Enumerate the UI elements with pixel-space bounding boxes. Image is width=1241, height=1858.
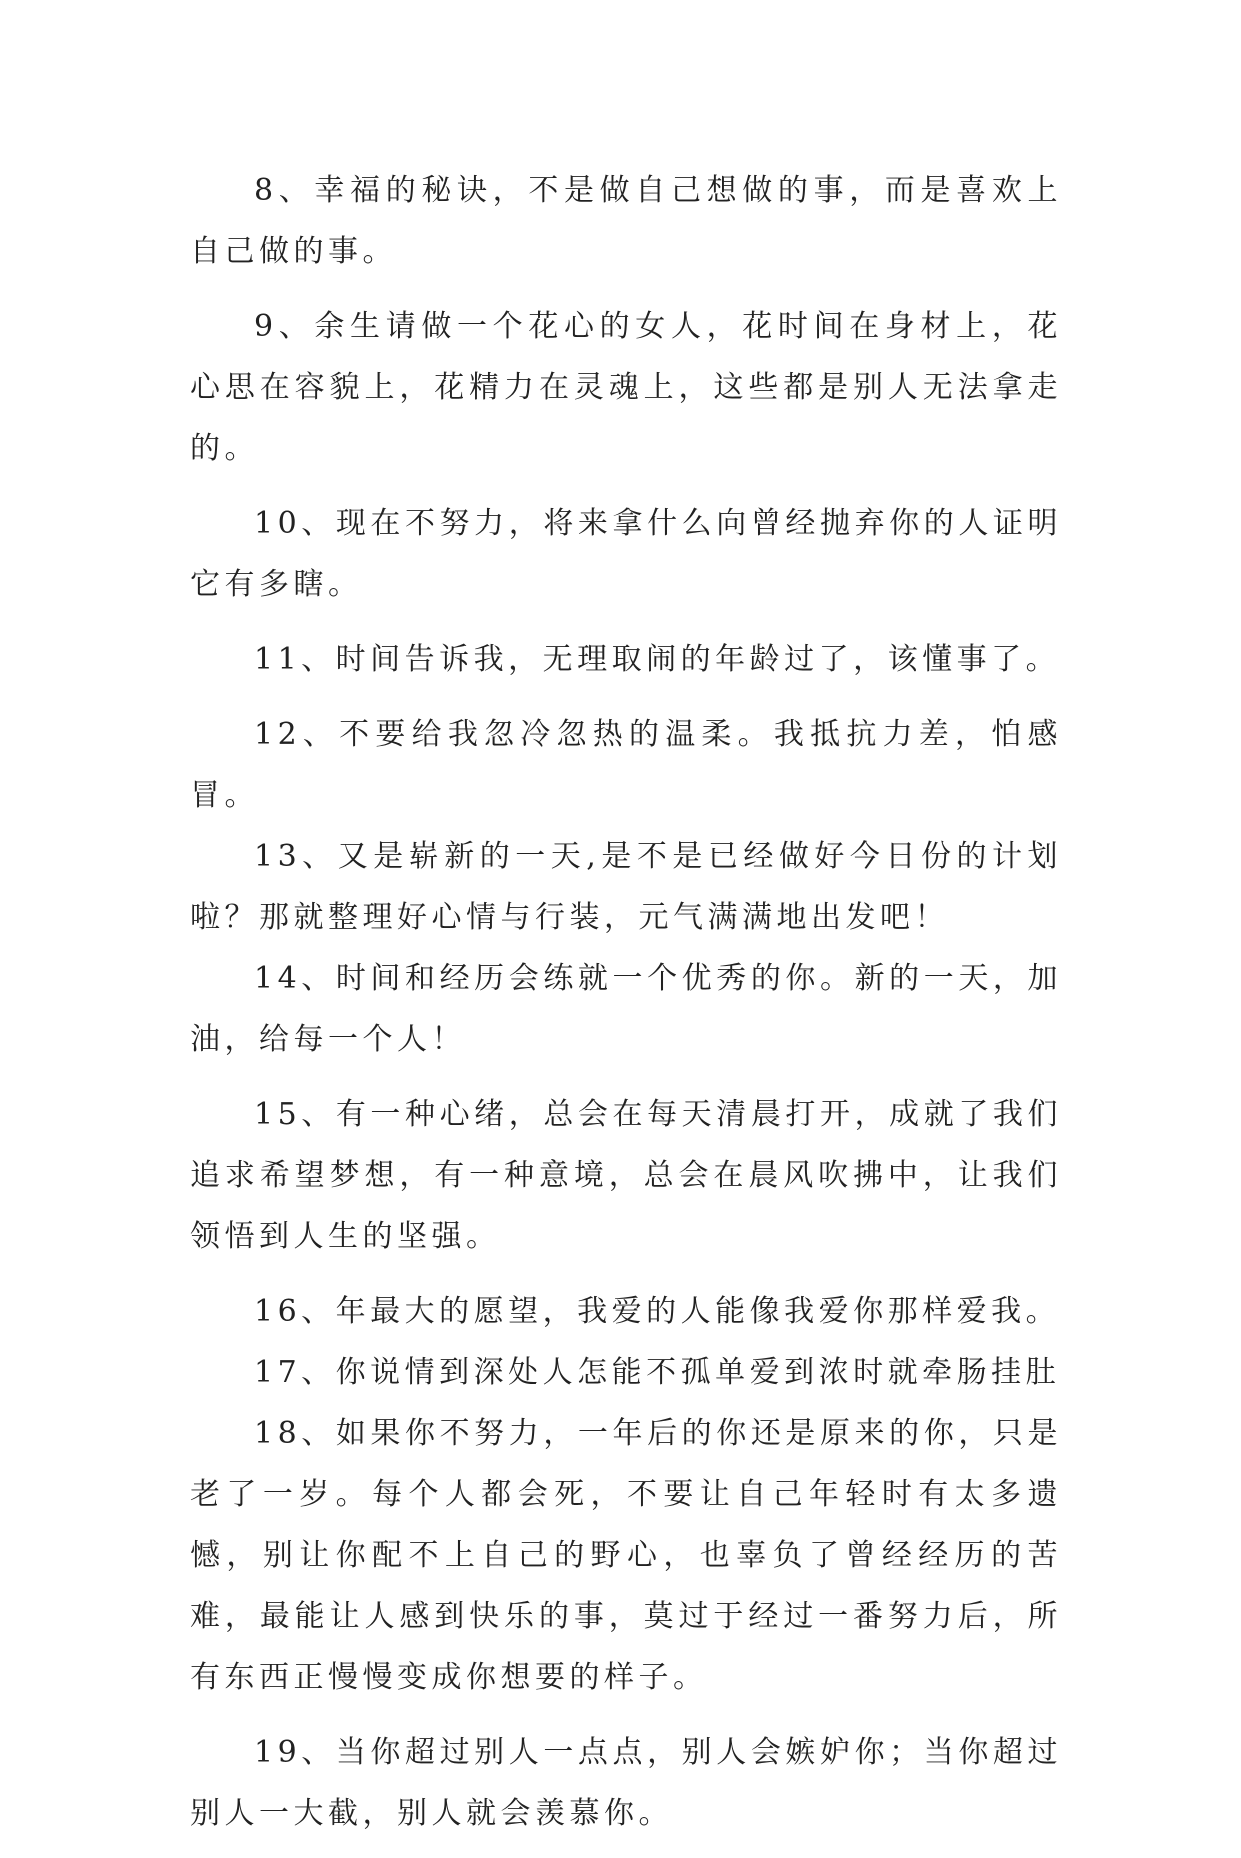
paragraph-10: 10、现在不努力，将来拿什么向曾经抛弃你的人证明它有多瞎。 xyxy=(190,506,1062,602)
paragraph-17: 17、你说情到深处人怎能不孤单爱到浓时就牵肠挂肚 xyxy=(254,1355,1061,1390)
paragraph-18: 18、如果你不努力，一年后的你还是原来的你，只是老了一岁。每个人都会死，不要让自己年轻时有太多遗憾，别让你配不上自己的野心，也辜负了曾经经历的苦难，最能让人感到快乐的事，莫过于经过一番努力后，所有东西正慢慢变成你想要的样子。 xyxy=(190,1416,1062,1695)
paragraph-11: 11、时间告诉我，无理取闹的年龄过了，该懂事了。 xyxy=(254,642,1061,677)
paragraph-8: 8、幸福的秘诀，不是做自己想做的事，而是喜欢上自己做的事。 xyxy=(190,173,1062,269)
paragraph-16: 16、年最大的愿望，我爱的人能像我爱你那样爱我。 xyxy=(254,1294,1061,1329)
paragraph-19: 19、当你超过别人一点点，别人会嫉妒你；当你超过别人一大截，别人就会羡慕你。 xyxy=(190,1735,1062,1831)
document-body xyxy=(190,160,1062,1858)
paragraph-13: 13、又是崭新的一天,是不是已经做好今日份的计划啦？那就整理好心情与行装，元气满满地出发吧！ xyxy=(190,839,1062,935)
paragraph-15: 15、有一种心绪，总会在每天清晨打开，成就了我们追求希望梦想，有一种意境，总会在晨风吹拂中，让我们领悟到人生的坚强。 xyxy=(190,1097,1062,1254)
paragraph-9: 9、余生请做一个花心的女人，花时间在身材上，花心思在容貌上，花精力在灵魂上，这些都是别人无法拿走的。 xyxy=(190,309,1062,466)
paragraph-12: 12、不要给我忽冷忽热的温柔。我抵抗力差，怕感冒。 xyxy=(190,717,1062,813)
paragraph-14: 14、时间和经历会练就一个优秀的你。新的一天，加油，给每一个人！ xyxy=(190,961,1062,1057)
